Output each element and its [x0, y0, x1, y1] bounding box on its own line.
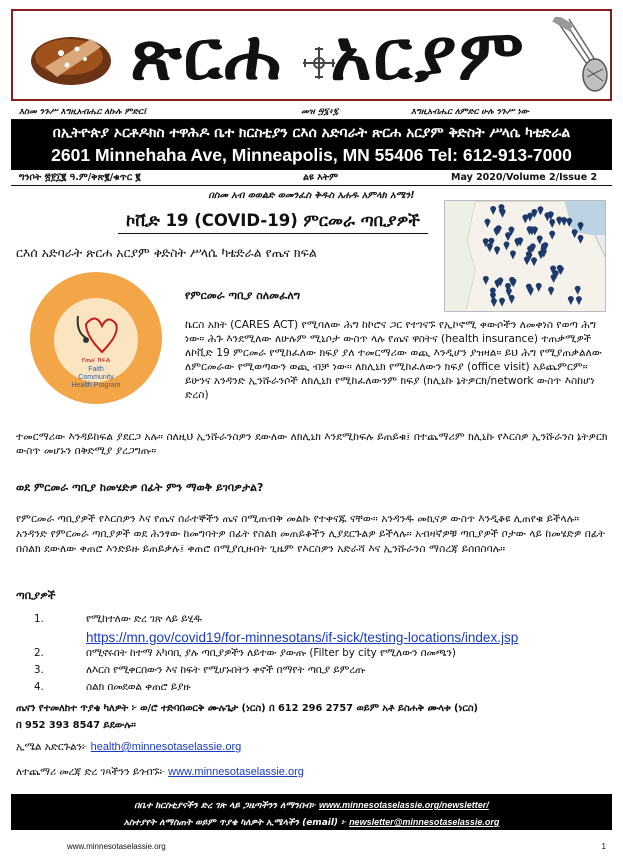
tagline-right: እግዚአብሔር ለምድር ሁሉ ንጉሥ ነው: [411, 107, 529, 117]
website-label: ለተጨማሪ መረጃ ድረ ገጻችንን ይጎብኙ፦: [16, 766, 165, 778]
tagline-row: [11, 107, 612, 120]
svg-text:Health Program: Health Program: [71, 382, 121, 389]
paragraph-cares-act-continued: ተመርማሪው እንዳይከፍል ያደርጋ አሉ። ስለዚህ ኢንሹራንስዎን ደውለው ለክሊኒክ እንደሚከፍሉ ይጠይቁ፤ በተጨማሪም ክሊኒኩ የእርስዎ ኢንሹራንስ ኔትዎርክ ውስጥ መሆኑን በቅድሚያ ያረጋግጡ።: [16, 431, 608, 457]
newsletter-email-link[interactable]: newsletter@minnesotaselassie.org: [349, 817, 500, 827]
newsletter-footer-banner: [11, 794, 612, 830]
svg-text:Faith: Faith: [88, 366, 104, 373]
step-item: 3. ለእርስ የሚቀርበውን እና ከፍት የሚሆኑበትን ቀኖች በማየት ጣቢያ ይምረጡ: [34, 664, 366, 676]
email-row: [16, 741, 241, 754]
tagline-center: መዝ ፵፮፥፯: [301, 107, 339, 117]
step-item: 1. የሚከተለው ድረ ገጽ ላይ ይሂዱ https://mn.gov/covid19/for-minnesotans/if-sick/testing-locations/index.jsp: [34, 613, 519, 645]
subheading-before-going: ወደ ምርመራ ጣቢያ ከመሄድዎ በፊት ምን ማወቅ ይገባዎታል?: [16, 481, 264, 494]
subheading-finding-site: የምርመራ ጣቢያ ስለመፈለግ: [185, 289, 301, 302]
greeting: በስመ አብ ወወልድ ወመንፈስ ቅዱስ አሐዱ አምላክ አሜን!: [208, 190, 415, 201]
email-label: ኢሜል አድርጉልን፦: [16, 741, 88, 753]
newsletter-feedback-label: አስተያየት ለማስጠት ወይም ጥያቄ ካለዎት ኢሜላችን (email) ፦: [123, 818, 346, 828]
website-row: [16, 766, 304, 779]
masthead: [11, 9, 612, 101]
issue-date-english: May 2020/Volume 2/Issue 2: [451, 172, 598, 183]
issue-info-bar: [11, 172, 612, 186]
website-link[interactable]: www.minnesotaselassie.org: [168, 766, 304, 778]
newsletter-url-link[interactable]: www.minnesotaselassie.org/newsletter/: [319, 800, 489, 810]
bread-icon: [27, 27, 113, 89]
special-edition-label: ልዩ እትም: [303, 172, 338, 183]
testing-locations-link[interactable]: https://mn.gov/covid19/for-minnesotans/if-sick/testing-locations/index.jsp: [86, 630, 519, 645]
paragraph-before-going: የምርመራ ጣቢያዎች የእርስዎን እና የጤና ሰራተኞችን ጤና በሚጠብቅ መልኩ የተቀናጁ ናቸው። አንዳንዱ መኪናዎ ውስጥ እንዲቆዩ ሊጠየቁ ይችላሉ። አንዳንድ የምርመራ ጣቢያዎች ወደ ሕንፃው ከመግባትዎ በፊት የስልክ መጠይቆችን ሊያደርጉልዎ ይችላሉ። አብዛኛዎቹ ጣቢያዎች ቦታው ላይ ከመሄድዎ በፊት በስልክ ደውለው ቀጠሮ እንድይዙ ይጠይቃሉ፤ ቀጠሮ በሚያሲዙበት ጊዜም የእርስዎን አድራሻ እና ኢንሹራንስ ማስረጃ ይሰበስባሉ።: [16, 513, 606, 555]
article-title: ኮቪድ 19 (COVID-19) ምርመራ ጣቢያዎች: [118, 211, 428, 234]
steps-list: [34, 613, 604, 698]
footer-website: www.minnesotaselassie.org: [67, 842, 166, 851]
censer-icon: [549, 17, 609, 97]
map-image: [445, 201, 606, 312]
church-name: በኢትዮጵያ ኦርቶዶክስ ተዋሕዶ ቤተ ክርስቲያን ርእሰ አድባራት ጽርሐ አርያም ቅድስት ሥላሴ ካቴድራል: [52, 125, 571, 141]
health-contact: [16, 700, 612, 734]
contact-line-1: ጤናን የተመለከተ ጥያቄ ካለዎት ፦ ወ/ሮ ተድባበወርቅ ሙሉጌታ (ነርስ) በ 612 296 2757 ወይም አቶ ይስሐቅ ሙላቱ (ነርስ): [16, 703, 479, 714]
subheading-sites: ጣቢያዎች: [16, 589, 56, 602]
svg-text:Community: Community: [78, 374, 114, 381]
church-banner: [11, 120, 612, 170]
tagline-left: እስመ ንጉሥ እግዚአብሔር ለኩሉ ምድር፤: [19, 107, 147, 117]
issue-date-amharic: ግንቦት ፳፻፲፪ ዓ.ም/ቅጽ፪/ቁጥር ፪: [19, 172, 141, 183]
church-address: 2601 Minnehaha Ave, Minneapolis, MN 55406 Tel: 612-913-7000: [51, 145, 572, 165]
masthead-title: ጽርሐ አርያም: [130, 13, 526, 96]
department-line: ርእሰ አድባራት ጽርሐ አርያም ቅድስት ሥላሴ ካቴድራል የጤና ክፍል: [16, 245, 317, 260]
testing-sites-map: [444, 200, 606, 312]
newsletter-read-label: በቤተ ክርስቲያናችን ድረ ገጽ ላይ ጋዜጣችንን ለማንበብ፦: [134, 801, 316, 811]
page-number: 1: [601, 842, 606, 851]
health-email-link[interactable]: health@minnesotaselassie.org: [90, 741, 242, 753]
step-item: 4. ስልክ በመደወል ቀጠሮ ይያዙ: [34, 681, 191, 693]
step-item: 2. በሚኖሩበት ከተማ አካባቢ ያሉ ጣቢያዎችን ለይተው ያውጡ (Filter by city የሚለውን በመጫን): [34, 647, 456, 659]
logo-amharic-text: የጤና ክፍል: [81, 356, 111, 364]
paragraph-cares-act: ኬርስ አክት (CARES ACT) የሚባለው ሕግ ከኮሮና ጋር የተገናኙ የኢኮኖሚ ቀውሶችን ለመቀነስ የወጣ ሕግ ነው። ሕጉ እንደሚለው ለሁሉም ሚኒሶታ ውስጥ ላሉ የጤና ዋስትና (health insurance) ተጠቃሚዎች ለኮቪድ 19 ምርመራ የሚከፈለው ክፍያ ያለ ተመርማሪው ወጪ እንዲሆን ያዝዛል። ይህ ሕግ የሚያጠቃልለው ለምርመራው የሚወጣውን ወጪ ብቻ ነው። ለክሊኒክ የሚከፈለውን ክፍያ (office visit) አይጨምርም። ይሁንና አንዳንድ ኢንሹራንሶች ለክሊኒክ የሚከፈለውንም ክፍያ (ክሊኒኩ ኔትዎርክ/network ውስጥ እስከሆነ ድረስ): [185, 319, 603, 401]
faith-community-health-logo: [16, 268, 176, 408]
coptic-cross-icon: [301, 45, 337, 81]
contact-line-2: በ 952 393 8547 ይደውሉ።: [16, 720, 136, 731]
